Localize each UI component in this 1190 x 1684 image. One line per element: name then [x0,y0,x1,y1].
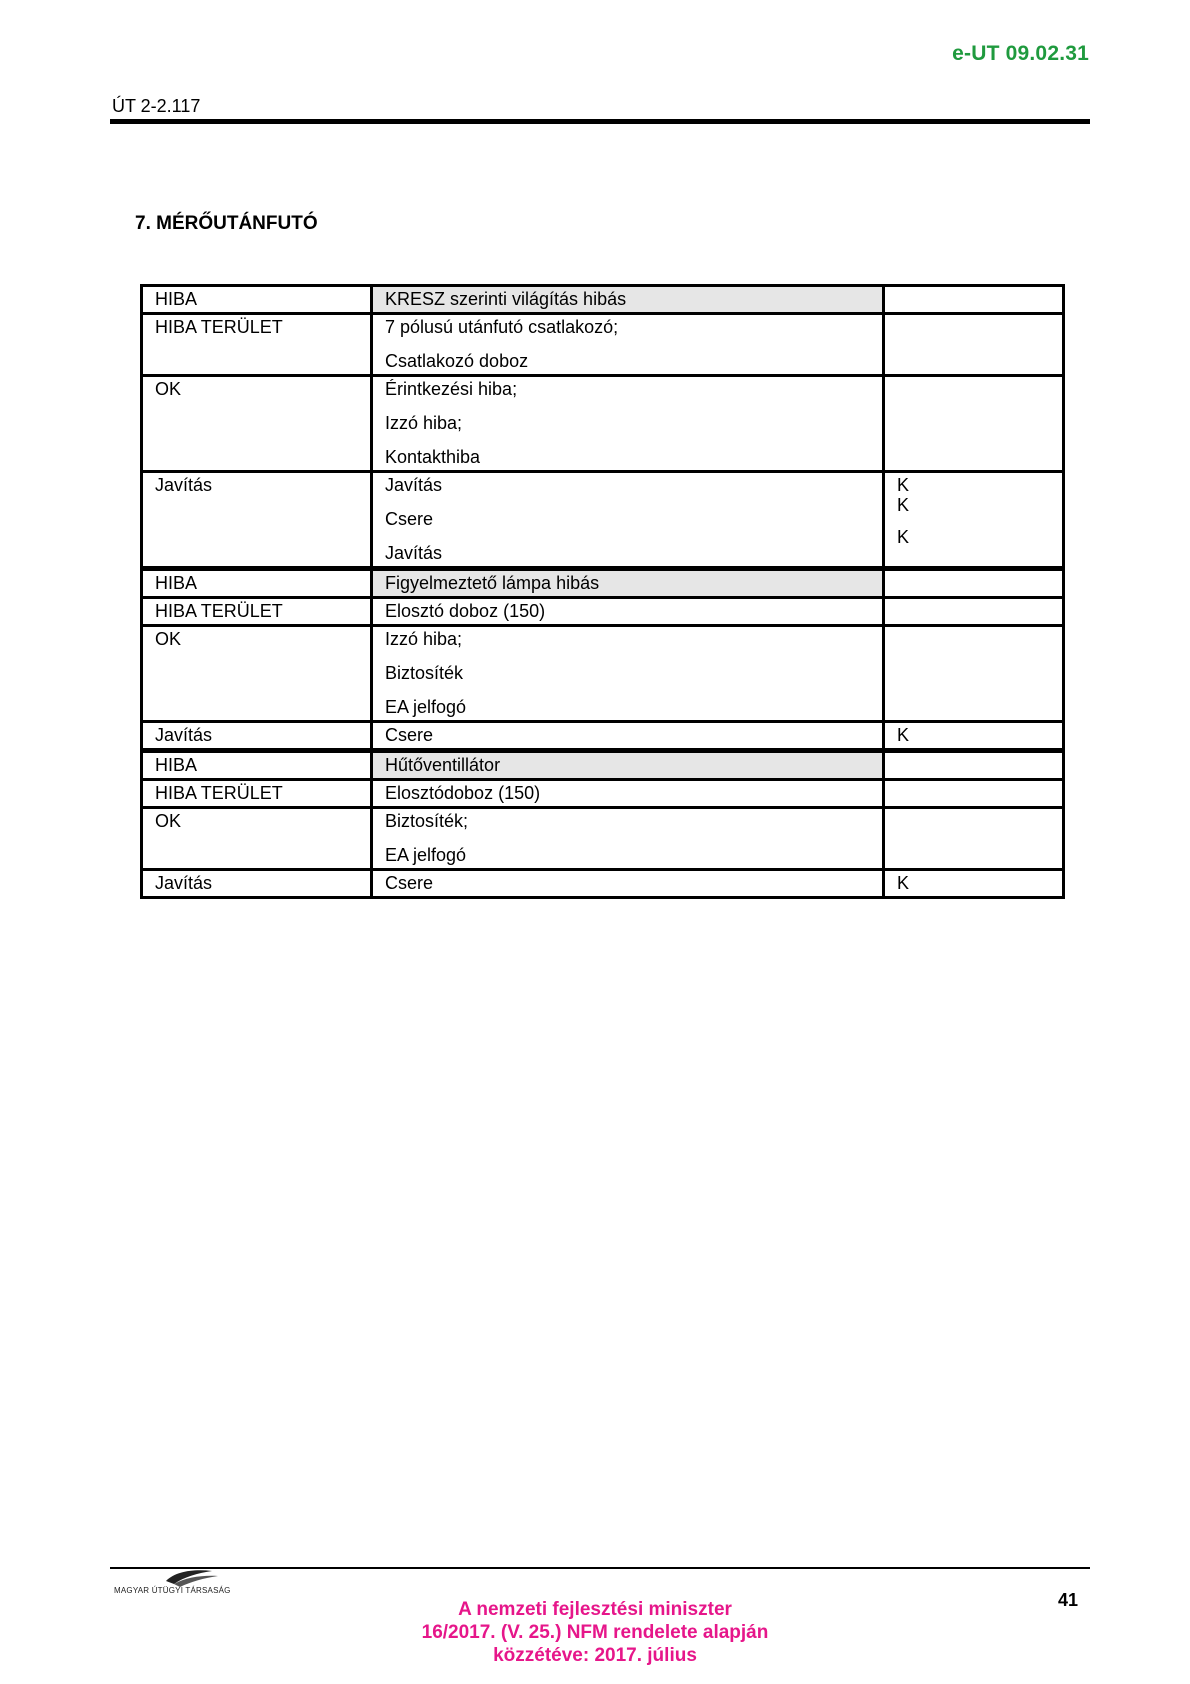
row-code-cell [884,286,1064,314]
row-label-cell [142,808,372,870]
row-value-cell [372,569,884,598]
row-value-cell [372,598,884,626]
row-value-cell [372,472,884,569]
table-row [142,569,1064,598]
row-code-cell [884,626,1064,722]
row-code: K [897,527,910,547]
row-value-line: Kontakthiba [385,447,481,467]
row-value-line: 7 pólusú utánfutó csatlakozó; [385,317,619,337]
section-title: 7. MÉRŐUTÁNFUTÓ [135,213,318,234]
row-label-cell [142,314,372,376]
row-value-cell [372,780,884,808]
table-row [142,808,1064,870]
row-value-cell [372,808,884,870]
row-value-line: Izzó hiba; [385,629,463,649]
row-value-cell [372,751,884,780]
row-code-cell [884,808,1064,870]
table-row [142,286,1064,314]
table-row [142,870,1064,898]
row-label: HIBA [155,289,198,309]
row-code: K [897,725,910,745]
row-value-line: Csere [385,509,434,529]
row-label: HIBA [155,573,198,593]
row-value-line: Biztosíték [385,663,464,683]
row-label-cell [142,751,372,780]
row-value-cell [372,722,884,751]
row-label: Javítás [155,873,213,893]
row-label-cell [142,626,372,722]
row-value-line: Elosztódoboz (150) [385,783,541,803]
society-logo-text: MAGYAR ÚTÜGYI TÁRSASÁG [114,1586,231,1595]
row-label: OK [155,811,182,831]
table-row [142,626,1064,722]
row-label: HIBA [155,755,198,775]
table-row [142,376,1064,472]
table-row [142,722,1064,751]
publication-line-3: közzétéve: 2017. július [493,1645,697,1666]
row-label: Javítás [155,475,213,495]
row-label: HIBA TERÜLET [155,317,283,337]
row-label-cell [142,722,372,751]
row-value-cell [372,286,884,314]
page-number: 41 [1057,1590,1078,1610]
standard-code: ÚT 2-2.117 [112,96,201,116]
table-row [142,472,1064,569]
row-code-cell [884,314,1064,376]
row-value-line: Biztosíték; [385,811,469,831]
row-value-line: Izzó hiba; [385,413,463,433]
row-label-cell [142,598,372,626]
row-label-cell [142,286,372,314]
row-code: K [897,475,910,495]
table-row [142,751,1064,780]
row-label-cell [142,569,372,598]
row-value-line: Csere [385,873,434,893]
row-value-cell [372,626,884,722]
row-code-cell [884,569,1064,598]
row-code-cell [884,870,1064,898]
row-value-line: Elosztó doboz (150) [385,601,546,621]
table-row [142,780,1064,808]
row-value-line: Figyelmeztető lámpa hibás [385,573,600,593]
row-value-line: EA jelfogó [385,697,467,717]
row-value-cell [372,314,884,376]
publication-line-2: 16/2017. (V. 25.) NFM rendelete alapján [421,1622,769,1643]
row-value-line: Csatlakozó doboz [385,351,529,371]
publication-note [0,1598,1190,1667]
row-label-cell [142,472,372,569]
row-value-line: KRESZ szerinti világítás hibás [385,289,627,309]
header-rule [110,119,1090,124]
row-code-cell [884,598,1064,626]
row-code: K [897,873,910,893]
table-row [142,314,1064,376]
row-label: Javítás [155,725,213,745]
row-code-cell [884,780,1064,808]
row-label: HIBA TERÜLET [155,783,283,803]
table-row [142,598,1064,626]
row-value-line: Javítás [385,475,443,495]
row-value-cell [372,376,884,472]
row-label-cell [142,780,372,808]
row-value-line: EA jelfogó [385,845,467,865]
row-label: OK [155,629,182,649]
row-value-line: Csere [385,725,434,745]
row-label: HIBA TERÜLET [155,601,283,621]
fault-table [140,284,1065,899]
fault-table-body [142,286,1064,898]
row-code-cell [884,751,1064,780]
row-code-cell [884,472,1064,569]
row-value-cell [372,870,884,898]
row-label-cell [142,870,372,898]
row-code: K [897,495,910,515]
row-code-cell [884,722,1064,751]
row-label-cell [142,376,372,472]
row-value-line: Javítás [385,543,443,563]
publication-line-1: A nemzeti fejlesztési miniszter [458,1599,732,1620]
row-label: OK [155,379,182,399]
row-value-line: Érintkezési hiba; [385,379,518,399]
document-code: e-UT 09.02.31 [952,42,1089,65]
row-value-line: Hűtőventillátor [385,755,501,775]
row-code-cell [884,376,1064,472]
